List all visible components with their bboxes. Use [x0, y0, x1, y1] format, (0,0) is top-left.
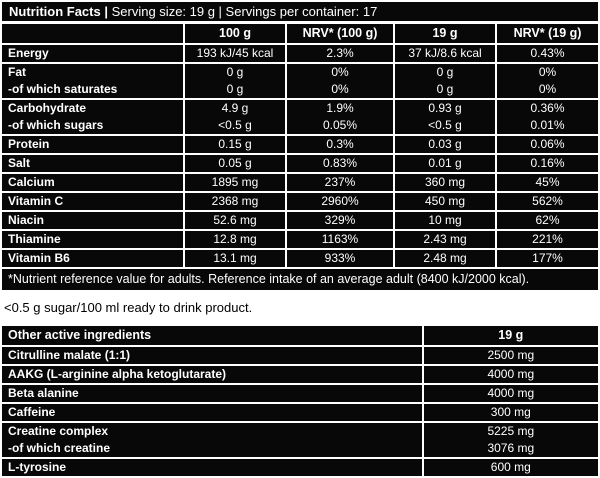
nutrient-value-cell: [497, 193, 598, 210]
nutrient-label-cell: [2, 155, 183, 172]
nutrient-column-header: [395, 24, 495, 43]
nutrient-value: 2960%: [321, 194, 359, 208]
nutrient-value: 0 g: [226, 82, 244, 96]
nutrient-label: Protein: [8, 137, 50, 151]
nutrient-row-group: [2, 136, 598, 153]
nutrient-value-cell: [287, 45, 393, 62]
nutrient-value-cell: [395, 100, 495, 134]
nutrient-value-cell: [185, 100, 285, 134]
nutrient-value: 1895 mg: [211, 175, 259, 189]
nutrient-value: 0.05%: [322, 118, 358, 132]
nutrient-value: 0.06%: [530, 137, 565, 151]
nutrient-value-cell: [497, 174, 598, 191]
nutrient-value-cell: [497, 250, 598, 267]
nutrient-value: 2.43 mg: [423, 232, 467, 246]
nutrient-value: 2368 mg: [211, 194, 259, 208]
nutrient-value-cell: [185, 64, 285, 98]
ingredient-value: 3076 mg: [487, 441, 535, 455]
nutrient-value: 0%: [331, 65, 349, 79]
nutrient-value: 0.05 g: [218, 156, 252, 170]
nrv-footnote: *Nutrient reference value for adults. Reference intake of an average adult (8400 kJ/2000 kcal).: [2, 269, 598, 290]
ingredient-label-cell: [2, 366, 422, 383]
ingredients-table-header-row: [2, 326, 598, 345]
nutrient-value-cell: [185, 45, 285, 62]
nutrient-value-cell: [185, 174, 285, 191]
nutrient-value-cell: [287, 155, 393, 172]
nutrient-value-cell: [497, 45, 598, 62]
title-bar: [2, 2, 598, 21]
nutrient-value-cell: [287, 212, 393, 229]
nutrient-value-cell: [497, 155, 598, 172]
nutrient-label: Niacin: [8, 213, 45, 227]
nutrient-value-cell: [395, 155, 495, 172]
ingredient-column-header: [2, 326, 422, 345]
nutrient-value-cell: [395, 250, 495, 267]
nutrient-value-cell: [287, 64, 393, 98]
ingredient-row-group: [2, 404, 598, 421]
nutrient-value-cell: [395, 45, 495, 62]
nutrient-value: 0.93 g: [428, 101, 462, 115]
nutrient-row-group: [2, 100, 598, 134]
nutrient-value: 0.83%: [322, 156, 358, 170]
ingredient-value: 4000 mg: [487, 386, 535, 400]
nutrient-row-group: [2, 212, 598, 229]
ingredient-label: Creatine complex: [8, 424, 109, 438]
nutrient-label-cell: [2, 136, 183, 153]
nutrient-value: 0%: [538, 65, 557, 79]
ingredient-value-cell: [424, 366, 598, 383]
nutrient-value: 221%: [532, 232, 563, 246]
ingredient-label: Citrulline malate (1:1): [8, 348, 131, 362]
ingredient-label-cell: [2, 385, 422, 402]
ingredient-value-cell: [424, 385, 598, 402]
nutrient-column-header-text: NRV* (100 g): [302, 26, 378, 40]
nutrient-label: Salt: [8, 156, 31, 170]
nutrient-label-cell: [2, 250, 183, 267]
nutrient-value: 562%: [532, 194, 563, 208]
nutrient-value: 4.9 g: [221, 101, 249, 115]
nutrient-value: 177%: [532, 251, 563, 265]
nutrient-label-cell: [2, 100, 183, 134]
nutrient-value: 1163%: [321, 232, 359, 246]
nutrient-value-cell: [395, 64, 495, 98]
sugar-note: <0.5 g sugar/100 ml ready to drink product.: [2, 290, 598, 326]
nutrient-value: 2.48 mg: [423, 251, 467, 265]
nutrient-value-cell: [287, 193, 393, 210]
nutrient-column-header-text: 19 g: [432, 26, 458, 40]
nutrient-row-group: [2, 174, 598, 191]
nutrient-label: Fat: [8, 65, 26, 79]
ingredient-label-cell: [2, 423, 422, 457]
nutrient-label-cell: [2, 45, 183, 62]
nutrient-value-cell: [185, 212, 285, 229]
nutrient-label-cell: [2, 174, 183, 191]
ingredient-label: Caffeine: [8, 405, 56, 419]
ingredient-value: 5225 mg: [487, 424, 535, 438]
ingredient-row-group: [2, 423, 598, 457]
nutrient-label: Vitamin C: [8, 194, 64, 208]
nutrient-column-header: [287, 24, 393, 43]
nutrient-value-cell: [497, 64, 598, 98]
ingredient-value: 600 mg: [490, 460, 531, 474]
nutrient-value: 193 kJ/45 kcal: [196, 46, 274, 60]
nutrient-column-header-text: NRV* (19 g): [513, 26, 582, 40]
nutrient-value: 0.01 g: [428, 156, 462, 170]
ingredient-value-cell: [424, 423, 598, 457]
ingredient-label: AAKG (L-arginine alpha ketoglutarate): [8, 367, 227, 381]
nutrient-value: 450 mg: [424, 194, 466, 208]
nutrient-value-cell: [497, 100, 598, 134]
nutrient-value: 0.15 g: [218, 137, 252, 151]
nutrient-row-group: [2, 231, 598, 248]
ingredient-value-cell: [424, 347, 598, 364]
nutrient-value-cell: [497, 136, 598, 153]
nutrient-value: 12.8 mg: [213, 232, 257, 246]
nutrient-value: 0.03 g: [428, 137, 462, 151]
ingredient-label-cell: [2, 347, 422, 364]
nutrient-column-header-text: [8, 24, 183, 43]
title-serving-info: Serving size: 19 g | Servings per container: 17: [111, 4, 378, 19]
nutrient-value: 0.01%: [530, 118, 565, 132]
ingredient-value-cell: [424, 459, 598, 476]
nutrient-value: 0 g: [436, 65, 454, 79]
ingredient-column-header-text: 19 g: [498, 328, 524, 342]
nutrient-value: <0.5 g: [428, 118, 462, 132]
nutrient-value: 237%: [324, 175, 356, 189]
nutrient-value-cell: [287, 174, 393, 191]
nutrient-value: 62%: [535, 213, 560, 227]
nutrient-value: 0.3%: [326, 137, 354, 151]
ingredient-column-header-text: Other active ingredients: [8, 328, 152, 342]
nutrient-value: 360 mg: [424, 175, 466, 189]
ingredient-value: 4000 mg: [487, 367, 535, 381]
nutrient-column-header: [497, 24, 598, 43]
nutrient-row-group: [2, 193, 598, 210]
nutrient-row-group: [2, 64, 598, 98]
nutrient-label: Energy: [8, 46, 49, 60]
nutrient-value: 0%: [331, 82, 349, 96]
nutrient-value: 1.9%: [326, 101, 354, 115]
nutrient-value-cell: [497, 231, 598, 248]
nutrient-label: Vitamin B6: [8, 251, 70, 265]
nutrient-value: 2.3%: [326, 46, 354, 60]
nutrient-value: 933%: [324, 251, 356, 265]
nutrient-value-cell: [287, 250, 393, 267]
nutrient-column-header: [2, 24, 183, 43]
nutrient-row-group: [2, 155, 598, 172]
nutrient-value: 0%: [538, 82, 557, 96]
nutrient-value-cell: [287, 136, 393, 153]
nutrient-column-header-text: 100 g: [219, 26, 251, 40]
nutrition-facts-table: [2, 24, 598, 290]
ingredient-value: 2500 mg: [487, 348, 535, 362]
nutrient-value-cell: [497, 212, 598, 229]
nutrient-value-cell: [287, 100, 393, 134]
ingredient-row-group: [2, 347, 598, 364]
nutrient-label: Thiamine: [8, 232, 61, 246]
nutrient-label: -of which saturates: [8, 82, 118, 96]
nutrient-value: 45%: [535, 175, 560, 189]
nutrient-label-cell: [2, 231, 183, 248]
nutrient-value-cell: [185, 231, 285, 248]
ingredient-value-cell: [424, 404, 598, 421]
nutrient-value: 0.16%: [530, 156, 565, 170]
nutrient-value-cell: [185, 250, 285, 267]
nutrient-label: -of which sugars: [8, 118, 104, 132]
nutrient-value: <0.5 g: [218, 118, 252, 132]
ingredient-row-group: [2, 459, 598, 476]
other-ingredients-table: [2, 326, 598, 476]
nutrient-label: Calcium: [8, 175, 55, 189]
nutrient-value: 13.1 mg: [213, 251, 257, 265]
nutrient-value-cell: [185, 136, 285, 153]
nutrient-value: 0 g: [226, 65, 244, 79]
nutrient-label-cell: [2, 64, 183, 98]
nutrient-row-group: [2, 250, 598, 267]
ingredient-label: -of which creatine: [8, 441, 111, 455]
ingredient-label-cell: [2, 404, 422, 421]
nutrient-value: 37 kJ/8.6 kcal: [408, 46, 482, 60]
nutrient-label: Carbohydrate: [8, 101, 87, 115]
nutrient-value: 10 mg: [428, 213, 462, 227]
nutrient-value-cell: [395, 231, 495, 248]
nutrient-label-cell: [2, 193, 183, 210]
nutrient-value: 0 g: [436, 82, 454, 96]
nutrient-value: 0.36%: [530, 101, 565, 115]
ingredient-value: 300 mg: [490, 405, 531, 419]
nutrient-value: 52.6 mg: [213, 213, 257, 227]
ingredient-label: Beta alanine: [8, 386, 79, 400]
title-bold: Nutrition Facts |: [9, 4, 108, 19]
nutrient-value-cell: [185, 155, 285, 172]
ingredient-label: L-tyrosine: [8, 460, 67, 474]
nutrient-label-cell: [2, 212, 183, 229]
nutrient-value-cell: [395, 174, 495, 191]
nutrient-value-cell: [395, 136, 495, 153]
nutrient-row-group: [2, 45, 598, 62]
nutrient-value-cell: [395, 193, 495, 210]
ingredient-row-group: [2, 385, 598, 402]
nutrient-value-cell: [287, 231, 393, 248]
nutrition-table-header-row: [2, 24, 598, 43]
ingredient-column-header: [424, 326, 598, 345]
nutrient-column-header: [185, 24, 285, 43]
nutrient-value: 0.43%: [530, 46, 565, 60]
nutrient-value-cell: [185, 193, 285, 210]
ingredient-row-group: [2, 366, 598, 383]
nutrient-value: 329%: [324, 213, 356, 227]
ingredient-label-cell: [2, 459, 422, 476]
nutrient-value-cell: [395, 212, 495, 229]
